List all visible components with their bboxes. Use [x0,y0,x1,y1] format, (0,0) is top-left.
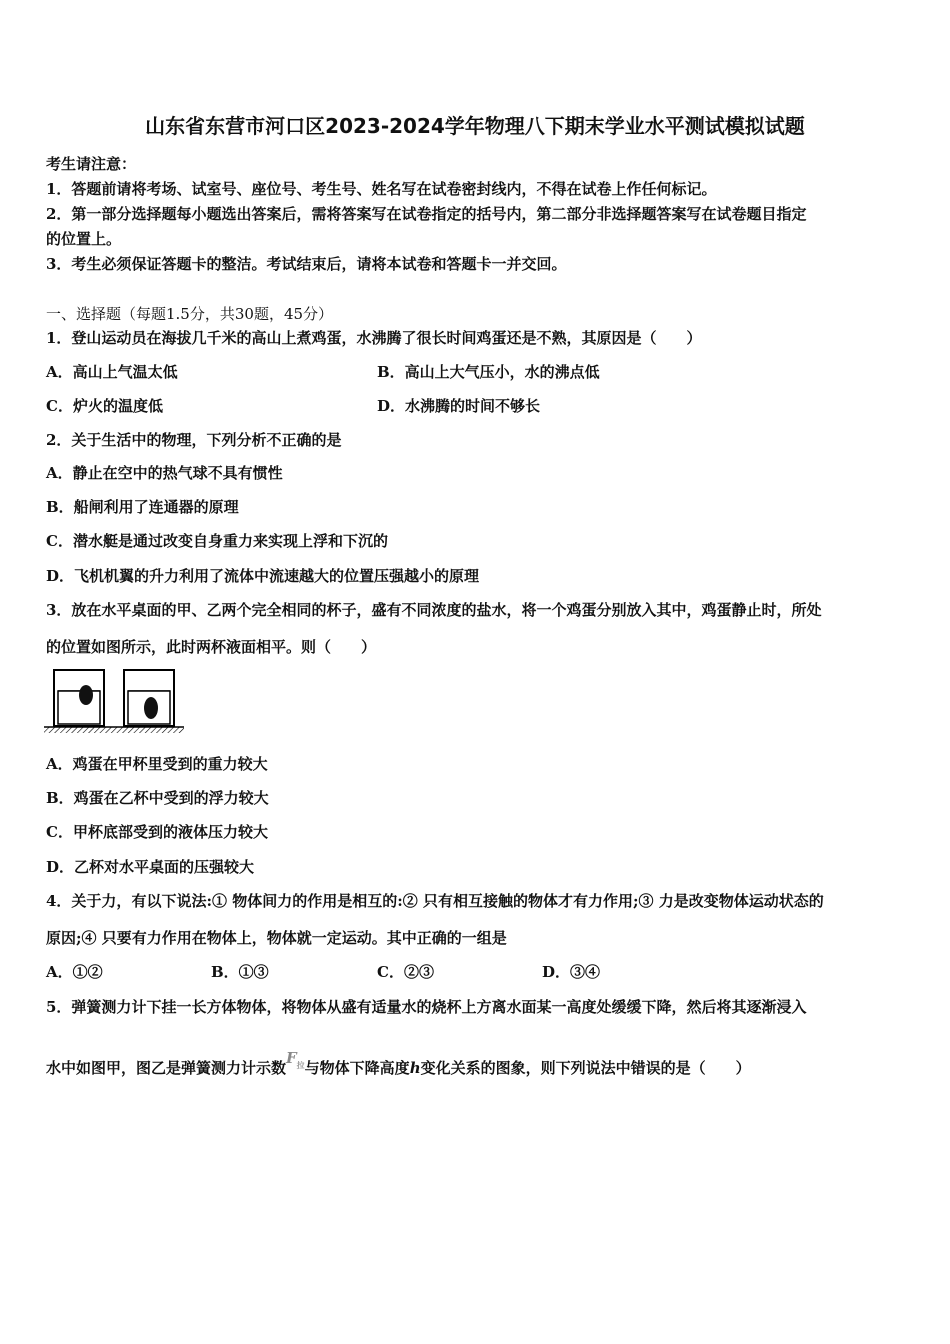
q3-option-a: A．鸡蛋在甲杯里受到的重力较大 [46,755,268,773]
question-2-stem: 2．关于生活中的物理，下列分析不正确的是 [46,431,342,449]
question-4-stem-cont: 原因;④ 只要有力作用在物体上，物体就一定运动。其中正确的一组是 [46,929,507,947]
notice-item: 1．答题前请将考场、试室号、座位号、考生号、姓名写在试卷密封线内，不得在试卷上作任何标记。 [46,180,717,198]
question-5-stem: 5．弹簧测力计下挂一长方体物体，将物体从盛有适量水的烧杯上方离水面某一高度处缓缓下降，然后将其逐渐浸入 [46,998,807,1016]
notice-item: 2．第一部分选择题每小题选出答案后，需将答案写在试卷指定的括号内，第二部分非选择题答案写在试卷题目指定 [46,205,807,223]
question-1-stem: 1．登山运动员在海拔几千米的高山上煮鸡蛋，水沸腾了很长时间鸡蛋还是不熟，其原因是（ ） [46,329,702,347]
page-title: 山东省东营市河口区2023-2024学年物理八下期末学业水平测试模拟试题 [145,114,805,138]
q4-option-b: B．①③ [211,963,269,981]
notice-item: 的位置上。 [46,230,122,248]
q1-option-c: C．炉火的温度低 [46,397,163,415]
q2-option-a: A．静止在空中的热气球不具有惯性 [46,464,283,482]
q3-option-d: D．乙杯对水平桌面的压强较大 [46,858,255,876]
q4-option-c: C．②③ [377,963,434,981]
q1-option-b: B．高山上大气压小，水的沸点低 [377,363,600,381]
q3-option-b: B．鸡蛋在乙杯中受到的浮力较大 [46,789,269,807]
q2-option-b: B．船闸利用了连通器的原理 [46,498,239,516]
question-3-stem: 3．放在水平桌面的甲、乙两个完全相同的杯子，盛有不同浓度的盐水，将一个鸡蛋分别放入其中，鸡蛋静止时，所处 [46,601,822,619]
q3-option-c: C．甲杯底部受到的液体压力较大 [46,823,268,841]
egg-in-cup-jia [79,685,93,705]
table-surface [44,727,184,733]
section-heading: 一、选择题（每题1.5分，共30题，45分） [46,305,334,323]
notice-heading: 考生请注意： [46,155,137,173]
q5-text-part-1: 水中如图甲，图乙是弹簧测力计示数 [46,1059,287,1077]
q1-option-a: A．高山上气温太低 [46,363,178,381]
force-symbol-f: F [286,1049,297,1067]
question-5-stem-cont [46,1049,751,1078]
egg-in-cup-yi [144,697,158,719]
cup-jia [54,670,104,726]
question-3-stem-cont: 的位置如图所示，此时两杯液面相平。则（ ） [46,638,377,656]
two-cups-egg-figure [44,664,184,738]
q4-option-a: A．①② [46,963,103,981]
cup-yi [124,670,174,726]
question-4-stem: 4．关于力，有以下说法:① 物体间力的作用是相互的:② 只有相互接触的物体才有力作用;③ 力是改变物体运动状态的 [46,892,824,910]
q5-text-part-3: 变化关系的图象，则下列说法中错误的是（ ） [420,1059,751,1077]
q1-option-d: D．水沸腾的时间不够长 [377,397,541,415]
q2-option-d: D．飞机机翼的升力利用了流体中流速越大的位置压强越小的原理 [46,567,480,585]
q4-option-d: D．③④ [542,963,601,981]
notice-item: 3．考生必须保证答题卡的整洁。考试结束后，请将本试卷和答题卡一并交回。 [46,255,567,273]
force-subscript: 拉 [296,1060,305,1070]
height-symbol-h: h [409,1059,421,1077]
q2-option-c: C．潜水艇是通过改变自身重力来实现上浮和下沉的 [46,532,388,550]
q5-text-part-2: 与物体下降高度 [304,1059,410,1077]
